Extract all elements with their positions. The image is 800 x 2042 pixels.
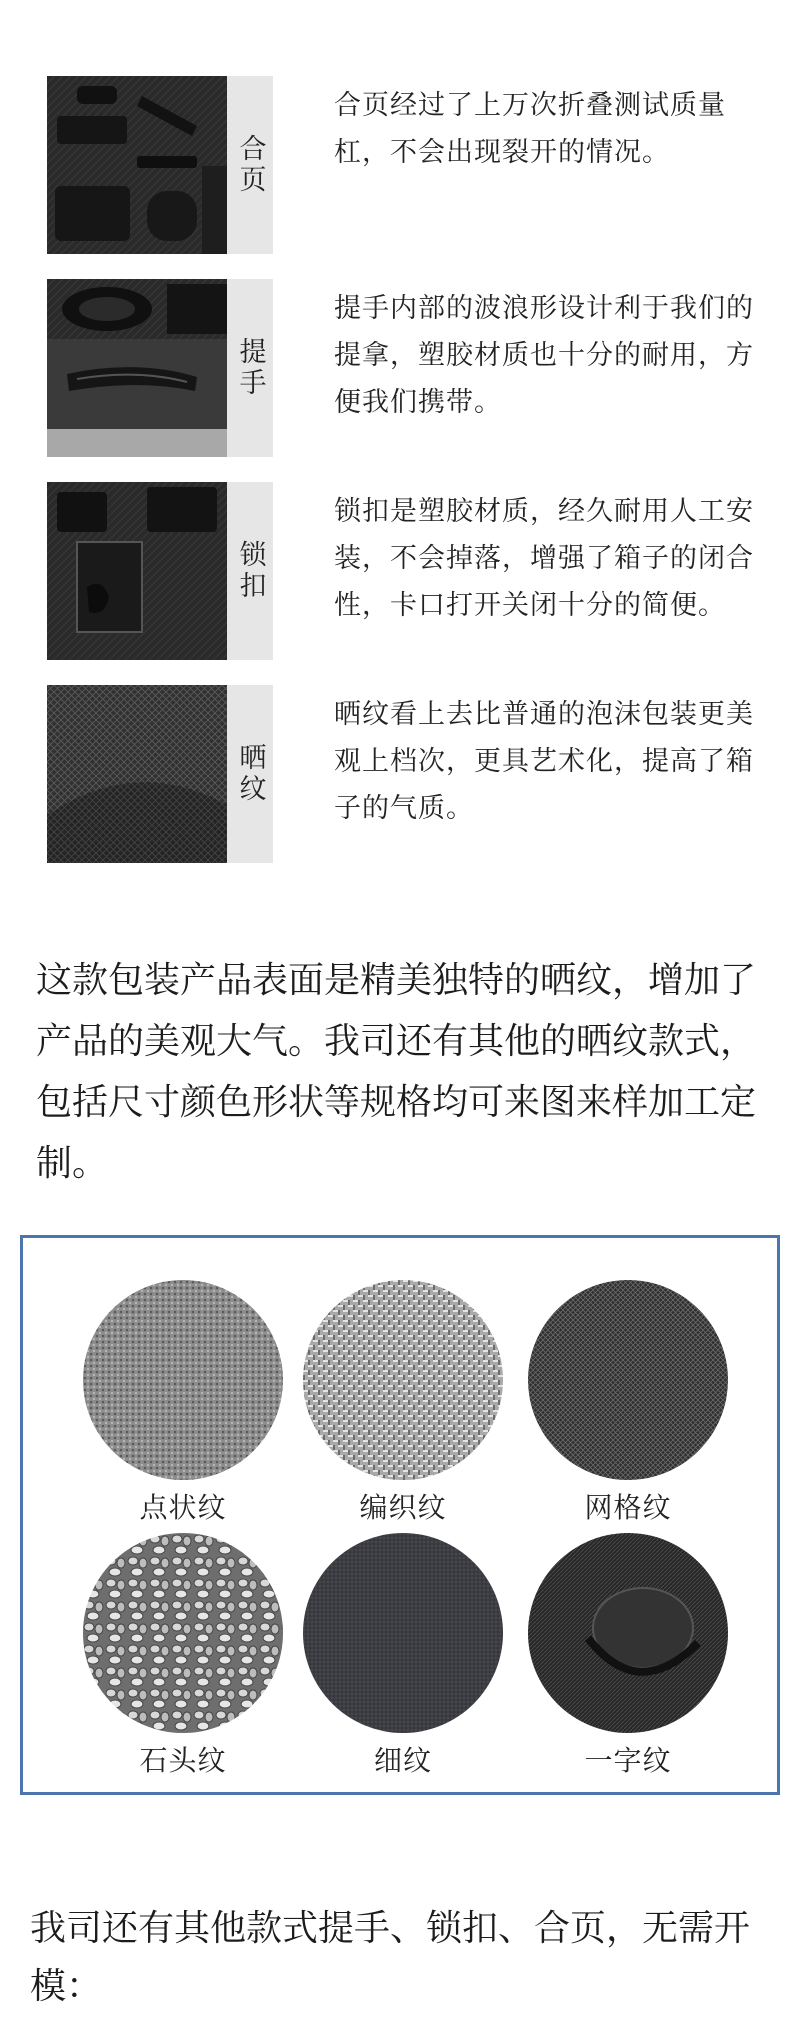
dot-texture-swatch [83,1280,283,1480]
stone-texture-swatch [83,1533,283,1733]
swatch-line [523,1533,733,1779]
swatch-dot [78,1280,288,1526]
fine-texture-swatch [303,1533,503,1733]
feature-label: 合页 [227,76,273,254]
swatch-weave [298,1280,508,1526]
intro-paragraph: 这款包装产品表面是精美独特的晒纹，增加了产品的美观大气。我司还有其他的晒纹款式，包括尺寸颜色形状等规格均可来图来样加工定制。 [36,960,757,1184]
texture-swatch-panel [20,1235,780,1795]
weave-texture-swatch [303,1280,503,1480]
grid-texture-swatch [528,1280,728,1480]
line-texture-swatch [528,1533,728,1733]
swatch-label: 编织纹 [359,1491,447,1524]
latch-photo [47,482,227,660]
feature-handle [47,279,787,457]
feature-description: 锁扣是塑胶材质，经久耐用人工安装，不会掉落，增强了箱子的闭合性，卡口打开关闭十分的简便。 [334,496,754,621]
texture-closeup-photo [47,685,227,863]
swatch-label: 石头纹 [139,1744,227,1777]
swatch-label: 一字纹 [584,1744,672,1777]
feature-label: 锁扣 [227,482,273,660]
feature-label: 晒纹 [227,685,273,863]
feature-description: 合页经过了上万次折叠测试质量杠，不会出现裂开的情况。 [334,90,726,168]
feature-latch [47,482,787,660]
hinge-foam-photo [47,76,227,254]
swatch-fine [298,1533,508,1779]
swatch-label: 点状纹 [139,1491,227,1524]
swatch-grid [523,1280,733,1526]
feature-texture [47,685,787,863]
feature-hinge [47,76,787,254]
feature-label: 提手 [227,279,273,457]
outro-paragraph: 我司还有其他款式提手、锁扣、合页，无需开模： [30,1908,751,2007]
swatch-label: 细纹 [373,1744,432,1777]
swatch-label: 网格纹 [584,1491,672,1524]
feature-description: 晒纹看上去比普通的泡沫包装更美观上档次，更具艺术化，提高了箱子的气质。 [334,699,754,824]
feature-description: 提手内部的波浪形设计利于我们的提拿，塑胶材质也十分的耐用，方便我们携带。 [334,293,754,418]
swatch-stone [78,1533,288,1779]
handle-photo [47,279,227,457]
